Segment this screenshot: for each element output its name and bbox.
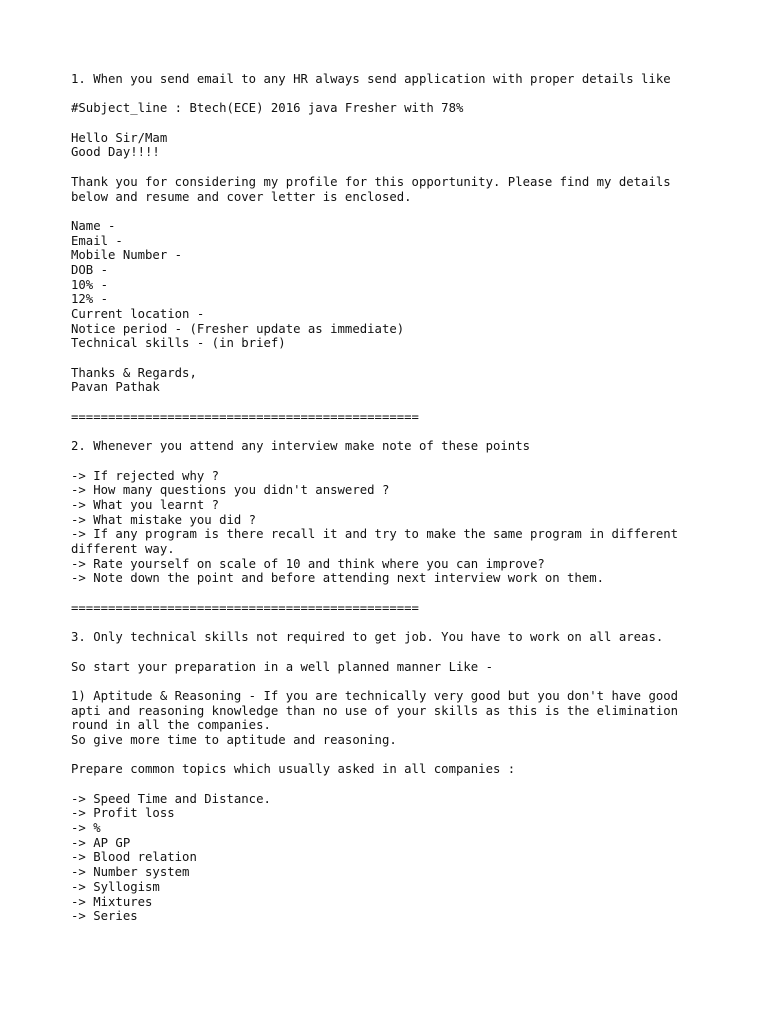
text-line: Mobile Number -	[71, 248, 183, 263]
blank-line	[71, 425, 751, 440]
text-line: Thank you for considering my profile for this opportunity. Please find my details	[71, 174, 671, 189]
text-line: -> What you learnt ?	[71, 497, 220, 512]
text-line: Current location -	[71, 307, 205, 321]
text-line: Pavan Pathak	[71, 380, 160, 395]
text-line: 10% -	[71, 277, 109, 292]
text-line: apti and reasoning knowledge than no use of your skills as this is the elimination	[71, 703, 679, 718]
text-line: Good Day!!!!	[71, 145, 160, 160]
document-page	[71, 72, 751, 924]
text-line: -> Mixtures	[71, 894, 153, 909]
text-line: -> Blood relation	[71, 850, 197, 865]
text-line: -> If any program is there recall it and try to make the same program in different	[71, 527, 679, 542]
text-line: 12% -	[71, 292, 109, 307]
text-line: So start your preparation in a well planned manner Like -	[71, 659, 493, 674]
text-line: ===============================================	[71, 600, 419, 615]
blank-line	[71, 204, 751, 219]
text-line: DOB -	[71, 262, 109, 277]
blank-line	[71, 87, 751, 102]
text-line: #Subject_line : Btech(ECE) 2016 java Fresher with 78%	[71, 101, 464, 116]
blank-line	[71, 615, 751, 630]
blank-line	[71, 586, 751, 601]
text-line: -> Syllogism	[71, 879, 160, 894]
text-line: Prepare common topics which usually asked in all companies :	[71, 762, 516, 777]
text-line: 1) Aptitude & Reasoning - If you are technically very good but you don't have good	[71, 688, 679, 703]
text-line: Technical skills - (in brief)	[71, 336, 286, 351]
blank-line	[71, 351, 751, 366]
blank-line	[71, 777, 751, 792]
blank-line	[71, 748, 751, 763]
text-line: different way.	[71, 542, 175, 556]
blank-line	[71, 674, 751, 689]
text-line: 1. When you send email to any HR always send application with proper details like	[71, 72, 671, 86]
text-line: -> Speed Time and Distance.	[71, 791, 271, 806]
text-line: So give more time to aptitude and reasoning.	[71, 732, 397, 747]
text-line: -> Note down the point and before attending next interview work on them.	[71, 571, 605, 586]
blank-line	[71, 395, 751, 410]
blank-line	[71, 645, 751, 660]
text-line: -> Rate yourself on scale of 10 and think where you can improve?	[71, 556, 545, 571]
text-line: 3. Only technical skills not required to get job. You have to work on all areas.	[71, 630, 664, 645]
text-line: ===============================================	[71, 409, 419, 424]
text-line: -> How many questions you didn't answered ?	[71, 483, 390, 498]
text-line: -> Series	[71, 909, 138, 924]
text-line: -> If rejected why ?	[71, 468, 220, 483]
text-line: below and resume and cover letter is enclosed.	[71, 189, 412, 204]
blank-line	[71, 116, 751, 131]
text-line: 2. Whenever you attend any interview make note of these points	[71, 439, 531, 454]
text-line: Email -	[71, 233, 123, 248]
text-line: Notice period - (Fresher update as immediate)	[71, 321, 405, 336]
text-line: Hello Sir/Mam	[71, 130, 168, 145]
blank-line	[71, 454, 751, 469]
text-line: -> %	[71, 821, 101, 836]
text-line: -> Number system	[71, 865, 190, 880]
text-line: Thanks & Regards,	[71, 365, 197, 380]
blank-line	[71, 160, 751, 175]
text-line: round in all the companies.	[71, 718, 271, 733]
text-line: -> AP GP	[71, 835, 131, 850]
text-line: -> Profit loss	[71, 806, 175, 821]
text-line: Name -	[71, 218, 116, 233]
text-line: -> What mistake you did ?	[71, 512, 257, 527]
